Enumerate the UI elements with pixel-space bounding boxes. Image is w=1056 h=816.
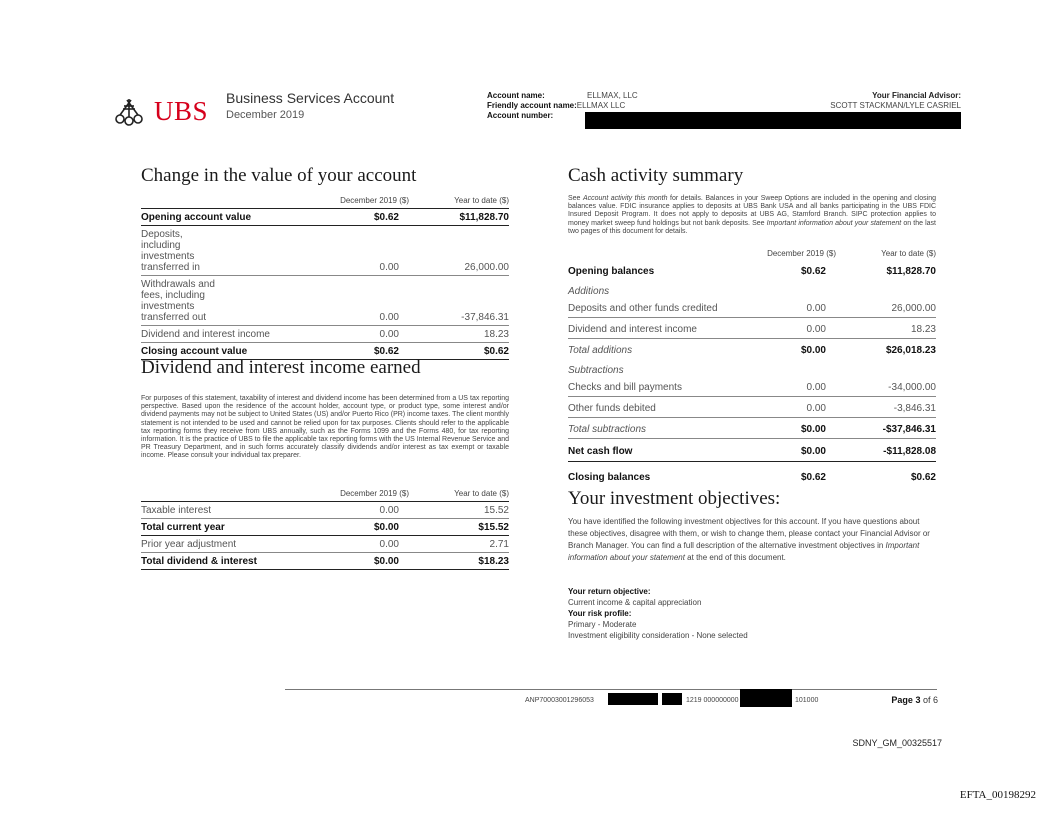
bates-number: SDNY_GM_00325517 — [852, 738, 942, 748]
advisor-info — [830, 91, 961, 111]
table-row — [568, 397, 936, 418]
row-month: 0.00 — [379, 329, 399, 340]
row-label: Total current year — [141, 522, 225, 533]
friendly-name-label: Friendly account name: — [487, 101, 577, 110]
row-month: 0.00 — [806, 403, 826, 414]
table-row — [568, 439, 936, 461]
table-row — [568, 339, 936, 359]
table-row — [568, 298, 936, 318]
cash-table — [568, 249, 936, 487]
row-label: Other funds debited — [568, 403, 656, 414]
row-ytd: $11,828.70 — [459, 212, 509, 223]
cash-title: Cash activity summary — [568, 165, 744, 186]
row-label: Total additions — [568, 345, 633, 356]
objectives-title: Your investment objectives: — [568, 488, 781, 509]
row-month: $0.00 — [373, 556, 399, 567]
col-ytd: Year to date ($) — [881, 249, 936, 258]
risk-value: Primary - Moderate — [568, 620, 637, 629]
eligibility: Investment eligibility consideration - None selected — [568, 631, 748, 640]
table-row — [141, 276, 509, 326]
table-row — [141, 226, 509, 276]
row-month: $0.62 — [800, 472, 826, 483]
objectives-ref: Important information about your statement — [568, 541, 920, 562]
row-label: Deposits and other funds credited — [568, 303, 718, 314]
row-label: Total subtractions — [568, 424, 647, 435]
row-ytd: 18.23 — [483, 329, 509, 340]
dividend-note: For purposes of this statement, taxability of interest and dividend income has been determined from a US tax reporting perspective. Based upon the residence of the account holder, account type, or product type, some interest and/or dividend payments may not be subject to United States (US) and/or Puerto Rico (PR) income taxes. The client monthly statement is not intended to be used and cannot be relied upon for tax purposes. Clients should refer to the applicable tax reporting forms they receive from UBS annually, such as the Forms 1099 and the Forms 480, for tax reporting information. It is the practice of UBS to file the applicable tax reporting forms with the US Internal Revenue Service and PR Treasury Department, and in such forms accurately classify dividends and/or interest as tax exempt or taxable income. Please consult your individual tax preparer. — [141, 395, 509, 460]
account-number-label: Account number: — [487, 111, 554, 120]
table-row — [141, 326, 509, 343]
row-label: Total dividend & interest — [141, 556, 257, 567]
row-ytd: 18.23 — [910, 324, 936, 335]
account-name-label: Account name: — [487, 91, 545, 100]
page-number — [891, 695, 938, 705]
row-month: $0.00 — [800, 424, 826, 435]
table-row — [568, 461, 936, 487]
row-month: 0.00 — [379, 312, 399, 323]
row-ytd: -34,000.00 — [888, 382, 936, 393]
col-month: December 2019 ($) — [340, 196, 409, 205]
row-ytd: $0.62 — [483, 346, 509, 357]
objectives-body: at the end of this document. — [684, 553, 786, 562]
col-month: December 2019 ($) — [767, 249, 836, 258]
objectives-text — [568, 516, 936, 564]
table-header — [141, 196, 509, 209]
row-label: Closing balances — [568, 472, 651, 483]
table-row — [568, 318, 936, 339]
dividend-table — [141, 489, 509, 570]
row-label: Withdrawals and fees, including investments transferred out — [141, 279, 215, 323]
row-month: 0.00 — [806, 382, 826, 393]
footer-code: 101000 — [795, 697, 819, 704]
friendly-name: ELLMAX LLC — [576, 101, 626, 110]
risk-label: Your risk profile: — [568, 609, 632, 618]
return-label: Your return objective: — [568, 587, 651, 596]
ubs-keys-icon — [110, 97, 148, 127]
row-ytd: $26,018.23 — [885, 345, 936, 356]
col-ytd: Year to date ($) — [454, 196, 509, 205]
row-ytd: -$11,828.08 — [883, 446, 936, 457]
table-header — [141, 489, 509, 502]
row-month: 0.00 — [379, 539, 399, 550]
account-name: ELLMAX, LLC — [587, 91, 638, 100]
table-row — [568, 377, 936, 397]
return-value: Current income & capital appreciation — [568, 598, 702, 607]
page-current: 3 — [915, 695, 921, 705]
table-row — [568, 418, 936, 439]
row-ytd: 2.71 — [489, 539, 509, 550]
account-title: Business Services Account — [226, 90, 395, 106]
row-ytd: -37,846.31 — [461, 312, 509, 323]
row-ytd: $18.23 — [478, 556, 509, 567]
table-row — [141, 519, 509, 536]
row-month: $0.62 — [800, 266, 826, 277]
footer-code: 1219 000000000 — [686, 697, 739, 704]
footer-divider — [285, 689, 937, 690]
row-label: Opening account value — [141, 212, 252, 223]
col-ytd: Year to date ($) — [454, 489, 509, 498]
row-label: Checks and bill payments — [568, 382, 682, 393]
statement-period: December 2019 — [226, 109, 305, 121]
row-label: Taxable interest — [141, 505, 212, 516]
cash-note-text: on the last two pages of this document for details. — [568, 219, 936, 235]
redaction-bar — [585, 112, 961, 129]
table-row — [568, 261, 936, 282]
row-month: $0.00 — [800, 345, 826, 356]
ubs-logo — [110, 96, 208, 127]
row-label: Deposits, including investments transferred in — [141, 229, 200, 273]
table-row — [141, 209, 509, 226]
row-month: 0.00 — [379, 262, 399, 273]
change-value-table — [141, 196, 509, 360]
objectives-details — [568, 586, 936, 641]
row-month: $0.00 — [373, 522, 399, 533]
footer-code: ANP70003001296053 — [525, 697, 594, 704]
row-ytd: $15.52 — [478, 522, 509, 533]
row-ytd: 15.52 — [483, 505, 509, 516]
row-month: $0.62 — [373, 212, 399, 223]
row-label: Opening balances — [568, 266, 655, 277]
row-label: Closing account value — [141, 346, 248, 357]
row-label: Dividend and interest income — [141, 329, 270, 340]
cash-note-ref: Account activity this month — [582, 195, 668, 202]
table-header — [568, 249, 936, 261]
row-label: Net cash flow — [568, 446, 633, 457]
redaction-bar — [608, 693, 658, 705]
objectives-body: You have identified the following investment objectives for this account. If you have questions about these objectives, disagree with them, or wish to change them, please contact your Financial Advisor or Branch Manager. You can find a full description of the alternative investment objectives in — [568, 517, 930, 550]
row-ytd: $11,828.70 — [886, 266, 936, 277]
row-ytd: -3,846.31 — [893, 403, 936, 414]
change-value-title: Change in the value of your account — [141, 165, 417, 186]
row-month: 0.00 — [806, 324, 826, 335]
table-row — [141, 502, 509, 519]
row-ytd: -$37,846.31 — [882, 424, 936, 435]
additions-label: Additions — [568, 286, 610, 297]
redaction-bar — [662, 693, 682, 705]
brand-name: UBS — [154, 96, 209, 126]
col-month: December 2019 ($) — [340, 489, 409, 498]
row-ytd: 26,000.00 — [891, 303, 936, 314]
row-month: 0.00 — [806, 303, 826, 314]
table-row — [141, 553, 509, 570]
cash-note — [568, 195, 936, 236]
row-month: 0.00 — [379, 505, 399, 516]
advisor-name: SCOTT STACKMAN/LYLE CASRIEL — [830, 101, 961, 110]
cash-note-ref: Important information about your statement — [766, 219, 902, 227]
row-label: Prior year adjustment — [141, 539, 237, 550]
row-label: Dividend and interest income — [568, 324, 697, 335]
advisor-label: Your Financial Advisor: — [872, 91, 961, 100]
efta-number: EFTA_00198292 — [959, 789, 1036, 801]
redaction-bar — [740, 689, 792, 707]
page-word: Page — [891, 695, 913, 705]
row-ytd: $0.62 — [910, 472, 936, 483]
row-month: $0.00 — [800, 446, 826, 457]
row-ytd: 26,000.00 — [464, 262, 509, 273]
page-total: of 6 — [922, 695, 938, 705]
cash-note-text: for details. Balances in your Sweep Options are included in the opening and closing balances value. FDIC insurance applies to deposits at UBS Bank USA and all banks participating in the UBS FDIC Insured Deposit Program. It does not apply to deposits at UBS AG, Stamford Branch. SIPC protection applies to money market sweep fund holdings but not bank deposits. See — [568, 195, 937, 227]
row-month: $0.62 — [373, 346, 399, 357]
table-row — [141, 536, 509, 553]
cash-note-text: See — [568, 195, 583, 202]
dividend-title: Dividend and interest income earned — [141, 357, 421, 378]
subtractions-label: Subtractions — [568, 365, 624, 376]
